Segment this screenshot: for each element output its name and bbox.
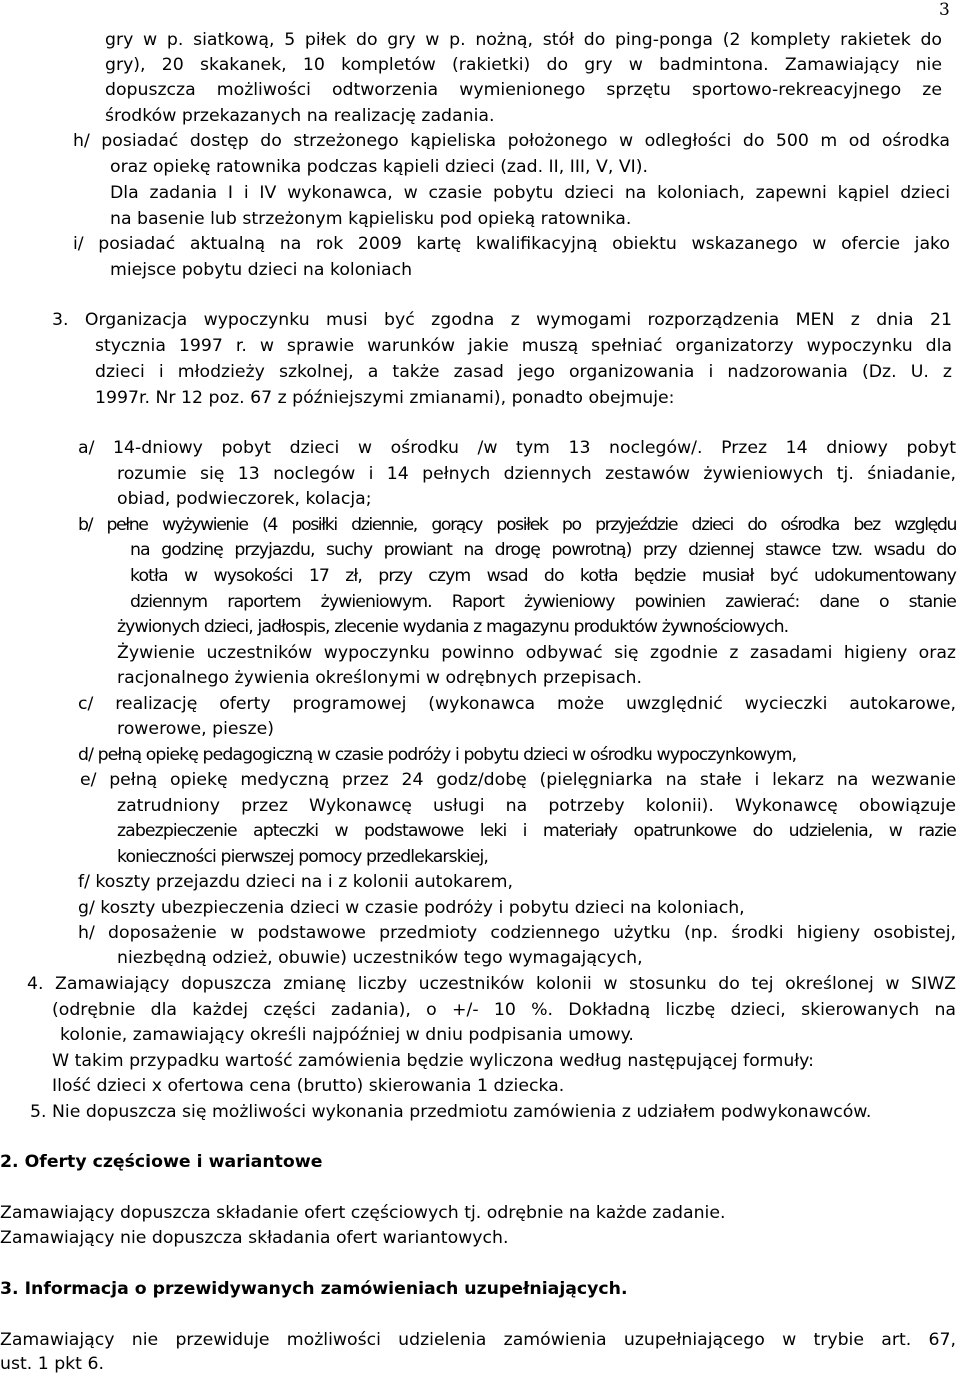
text-line: dzieci i młodzieży szkolnej, a także zasad jego organizowania i nadzorowania (Dz. U. z xyxy=(95,362,952,382)
text-line: Zamawiający nie dopuszcza składania ofert wariantowych. xyxy=(0,1228,509,1248)
text-line: środków przekazanych na realizację zadania. xyxy=(105,106,495,126)
text-line: Zamawiający nie przewiduje możliwości udzielenia zamówienia uzupełniającego w trybie art. 67, xyxy=(0,1330,956,1350)
text-line: racjonalnego żywienia określonymi w odrębnych przepisach. xyxy=(117,668,642,688)
text-line: 5. Nie dopuszcza się możliwości wykonania przedmiotu zamówienia z udziałem podwykonawców. xyxy=(30,1102,872,1122)
text-line: dopuszcza możliwości odtworzenia wymienionego sprzętu sportowo-rekreacyjnego ze xyxy=(105,80,942,100)
page-number: 3 xyxy=(939,0,950,20)
text-line: 3. Organizacja wypoczynku musi być zgodna z wymogami rozporządzenia MEN z dnia 21 xyxy=(52,310,952,330)
text-line: na godzinę przyjazdu, suchy prowiant na drogę powrotną) przy dziennej stawce tzw. wsadu do xyxy=(130,540,956,560)
text-line: h/ posiadać dostęp do strzeżonego kąpieliska położonego w odległości do 500 m od ośrodka xyxy=(73,131,950,151)
section-heading: 3. Informacja o przewidywanych zamówieniach uzupełniających. xyxy=(0,1279,628,1299)
text-line: żywionych dzieci, jadłospis, zlecenie wydania z magazynu produktów żywnościowych. xyxy=(117,617,789,637)
text-line: niezbędną odzież, obuwie) uczestników tego wymagających, xyxy=(117,948,643,968)
text-line: i/ posiadać aktualną na rok 2009 kartę kwalifikacyjną obiektu wskazanego w ofercie jako xyxy=(73,234,950,254)
text-line: rowerowe, piesze) xyxy=(117,719,274,739)
text-line: g/ koszty ubezpieczenia dzieci w czasie podróży i pobytu dzieci na koloniach, xyxy=(78,898,745,918)
text-line: e/ pełną opiekę medyczną przez 24 godz/dobę (pielęgniarka na stałe i lekarz na wezwanie xyxy=(80,770,956,790)
text-line: c/ realizację oferty programowej (wykonawca może uwzględnić wycieczki autokarowe, xyxy=(78,694,956,714)
text-line: h/ doposażenie w podstawowe przedmioty codziennego użytku (np. środki higieny osobistej, xyxy=(78,923,956,943)
text-line: konieczności pierwszej pomocy przedlekarskiej, xyxy=(117,847,488,867)
text-line: na basenie lub strzeżonym kąpielisku pod opieką ratownika. xyxy=(110,209,632,229)
text-line: oraz opiekę ratownika podczas kąpieli dzieci (zad. II, III, V, VI). xyxy=(110,157,648,177)
text-line: Ilość dzieci x ofertowa cena (brutto) skierowania 1 dziecka. xyxy=(52,1076,565,1096)
text-line: (odrębnie dla każdej części zadania), o +/- 10 %. Dokładną liczbę dzieci, skierowanych na xyxy=(52,1000,956,1020)
text-line: 1997r. Nr 12 poz. 67 z późniejszymi zmianami), ponadto obejmuje: xyxy=(95,388,675,408)
text-line: rozumie się 13 noclegów i 14 pełnych dziennych zestawów żywieniowych tj. śniadanie, xyxy=(117,464,956,484)
text-line: kotła w wysokości 17 zł, przy czym wsad do kotła będzie musiał być udokumentowany xyxy=(130,566,956,586)
text-line: stycznia 1997 r. w sprawie warunków jakie muszą spełniać organizatorzy wypoczynku dla xyxy=(95,336,952,356)
text-line: b/ pełne wyżywienie (4 posiłki dziennie, gorący posiłek po przyjeździe dzieci do ośrodka bez względu xyxy=(78,515,956,535)
text-line: 4. Zamawiający dopuszcza zmianę liczby uczestników kolonii w stosunku do tej określonej w SIWZ xyxy=(27,974,956,994)
text-line: gry w p. siatkową, 5 piłek do gry w p. nożną, stół do ping-ponga (2 komplety rakietek do xyxy=(105,30,942,50)
text-line: obiad, podwieczorek, kolacja; xyxy=(117,489,372,509)
text-line: Dla zadania I i IV wykonawca, w czasie pobytu dzieci na koloniach, zapewni kąpiel dzieci xyxy=(110,183,950,203)
text-line: f/ koszty przejazdu dzieci na i z kolonii autokarem, xyxy=(78,872,514,892)
text-line: zabezpieczenie apteczki w podstawowe leki i materiały opatrunkowe do udzielenia, w razie xyxy=(117,821,956,841)
text-line: zatrudniony przez Wykonawcę usługi na potrzeby kolonii). Wykonawcę obowiązuje xyxy=(117,796,956,816)
text-line: gry), 20 skakanek, 10 kompletów (rakietki) do gry w badmintona. Zamawiający nie xyxy=(105,55,942,75)
text-line: d/ pełną opiekę pedagogiczną w czasie podróży i pobytu dzieci w ośrodku wypoczynkowym, xyxy=(78,745,797,765)
text-line: a/ 14-dniowy pobyt dzieci w ośrodku /w tym 13 noclegów/. Przez 14 dniowy pobyt xyxy=(78,438,956,458)
text-line: Żywienie uczestników wypoczynku powinno odbywać się zgodnie z zasadami higieny oraz xyxy=(117,643,956,663)
text-line: dziennym raportem żywieniowym. Raport żywieniowy powinien zawierać: dane o stanie xyxy=(130,592,956,612)
text-line: ust. 1 pkt 6. xyxy=(0,1354,104,1374)
text-line: miejsce pobytu dzieci na koloniach xyxy=(110,260,413,280)
text-line: Zamawiający dopuszcza składanie ofert częściowych tj. odrębnie na każde zadanie. xyxy=(0,1203,726,1223)
section-heading: 2. Oferty częściowe i wariantowe xyxy=(0,1152,323,1172)
text-line: kolonie, zamawiający określi najpóźniej w dniu podpisania umowy. xyxy=(60,1025,634,1045)
text-line: W takim przypadku wartość zamówienia będzie wyliczona według następującej formuły: xyxy=(52,1051,814,1071)
